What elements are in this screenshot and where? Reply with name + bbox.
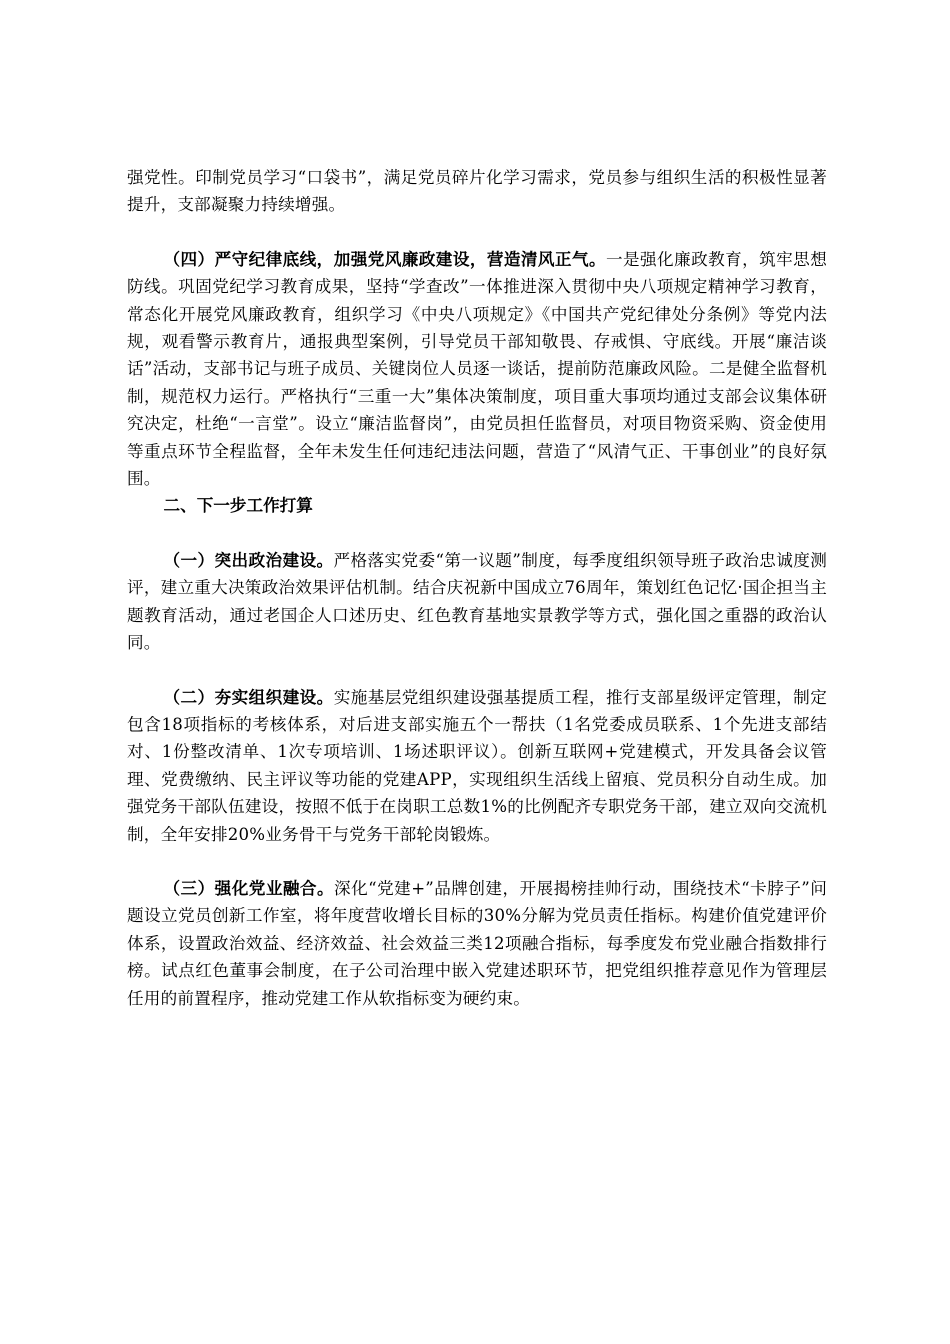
paragraph-organization (127, 684, 827, 848)
document-page (127, 164, 827, 1012)
paragraph-continuation (127, 164, 827, 219)
paragraph-text: 实施基层党组织建设强基提质工程，推行支部星级评定管理，制定包含18项指标的考核体系，对后进支部实施五个一帮扶（1名党委成员联系、1个先进支部结对、1份整改清单、1次专项培训、1场述职评议）。创新互联网+党建模式，开发具备会议管理、党费缴纳、民主评议等功能的党建APP，实现组织生活线上留痕、党员积分自动生成。加强党务干部队伍建设，按照不低于在岗职工总数1%的比例配齐专职党务干部，建立双向交流机制，全年安排20%业务骨干与党务干部轮岗锻炼。 (127, 687, 827, 844)
paragraph-discipline (127, 246, 827, 493)
paragraph-text: 严格落实党委“第一议题”制度，每季度组织领导班子政治忠诚度测评，建立重大决策政治效果评估机制。结合庆祝新中国成立76周年，策划红色记忆·国企担当主题教育活动，通过老国企人口述历史、红色教育基地实景教学等方式，强化国之重器的政治认同。 (127, 550, 828, 653)
paragraph-lead: （一）突出政治建设。 (163, 550, 334, 570)
paragraph-text: 深化“党建+”品牌创建，开展揭榜挂帅行动，围绕技术“卡脖子”问题设立党员创新工作室，将年度营收增长目标的30%分解为党员责任指标。构建价值党建评价体系，设置政治效益、经济效益、社会效益三类12项融合指标，每季度发布党业融合指数排行榜。试点红色董事会制度，在子公司治理中嵌入党建述职环节，把党组织推荐意见作为管理层任用的前置程序，推动党建工作从软指标变为硬约束。 (127, 878, 828, 1008)
paragraph-lead: （二）夯实组织建设。 (163, 687, 334, 707)
paragraph-lead: （三）强化党业融合。 (163, 878, 335, 898)
paragraph-lead: （四）严守纪律底线，加强党风廉政建设，营造清风正气。 (163, 249, 606, 269)
section-heading: 二、下一步工作打算 (163, 496, 313, 516)
paragraph-integration (127, 875, 827, 1012)
paragraph-political (127, 547, 827, 657)
paragraph-text: 一是强化廉政教育，筑牢思想防线。巩固党纪学习教育成果，坚持“学查改”一体推进深入贯彻中央八项规定精神学习教育，常态化开展党风廉政教育，组织学习《中央八项规定》《中国共产党纪律处分条例》等党内法规，观看警示教育片，通报典型案例，引导党员干部知敬畏、存戒惧、守底线。开展“廉洁谈话”活动，支部书记与班子成员、关键岗位人员逐一谈话，提前防范廉政风险。二是健全监督机制，规范权力运行。严格执行“三重一大”集体决策制度，项目重大事项均通过支部会议集体研究决定，杜绝“一言堂”。设立“廉洁监督岗”，由党员担任监督员，对项目物资采购、资金使用等重点环节全程监督，全年未发生任何违纪违法问题，营造了“风清气正、干事创业”的良好氛围。 (127, 249, 827, 489)
paragraph-text: 强党性。印制党员学习“口袋书”，满足党员碎片化学习需求，党员参与组织生活的积极性显著提升，支部凝聚力持续增强。 (127, 168, 827, 215)
